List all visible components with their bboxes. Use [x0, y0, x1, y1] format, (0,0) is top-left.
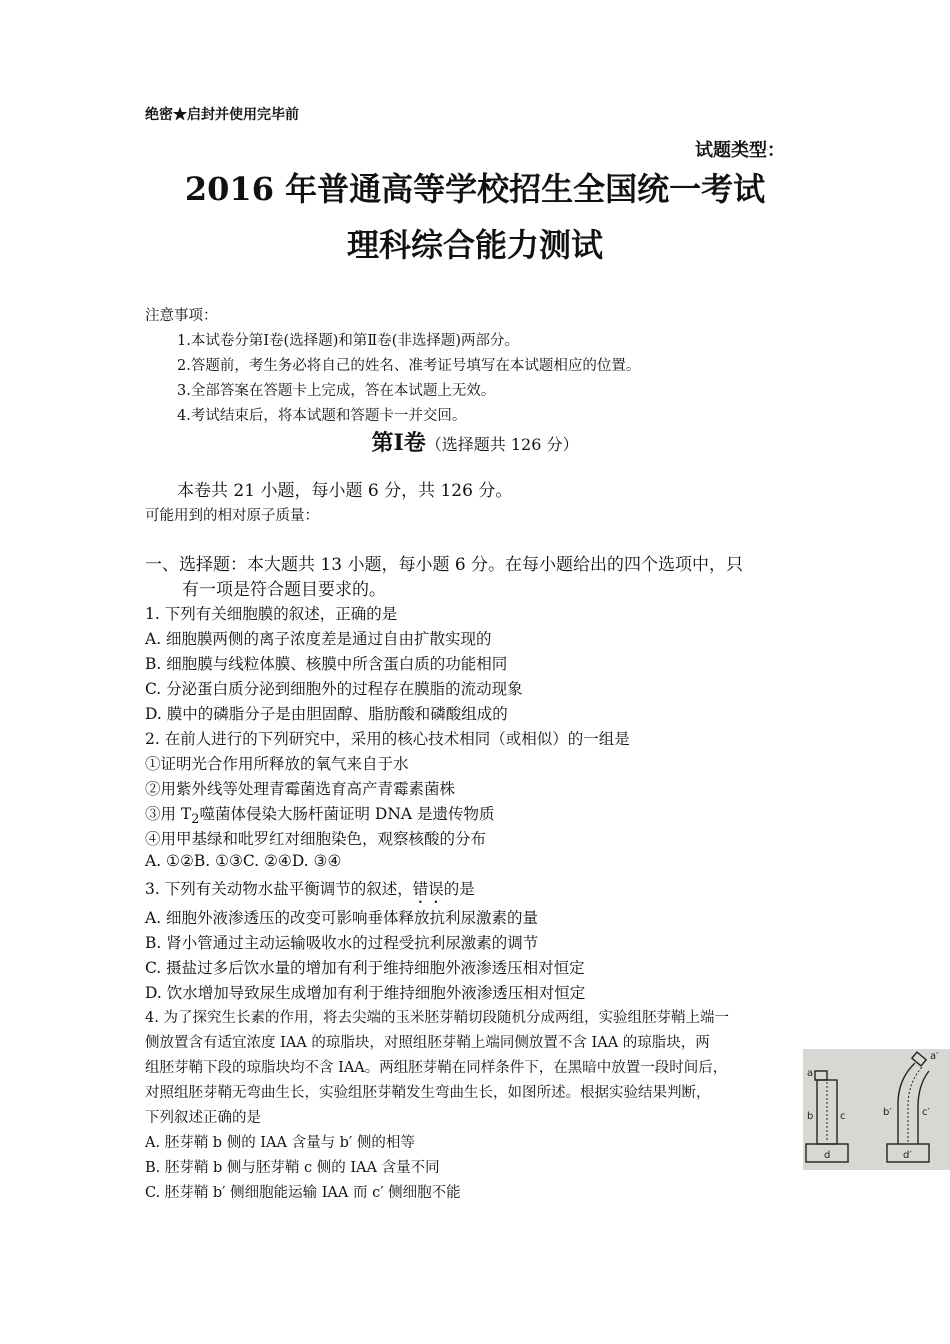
options-row: A. ①②B. ①③C. ②④D. ③④ [145, 852, 342, 870]
option-c: C. 摄盐过多后饮水量的增加有利于维持细胞外液渗透压相对恒定 [145, 959, 585, 977]
exam-subtitle: 理科综合能力测试 [346, 226, 603, 264]
label-c: c [840, 1111, 846, 1122]
secret-label: 绝密★启封并使用完毕前 [145, 107, 299, 123]
label-a2: a′ [930, 1051, 939, 1062]
list-item-text: 噬菌体侵染大肠杆菌证明 DNA 是遗传物质 [199, 805, 495, 823]
list-item: ②用紫外线等处理青霉菌选育高产青霉素菌株 [145, 780, 456, 798]
notes-item: 3.全部答案在答题卡上完成，答在本试题上无效。 [177, 383, 496, 399]
exam-title: 2016 年普通高等学校招生全国统一考试 [184, 170, 766, 208]
subscript: 2 [191, 812, 200, 828]
question-stem-cont: 侧放置含有适宜浓度 IAA 的琼脂块，对照组胚芽鞘上端同侧放置不含 IAA 的琼脂块，两 [145, 1035, 710, 1051]
agar-block-a [815, 1071, 827, 1080]
coleoptile-exp-left-edge [898, 1063, 915, 1144]
stem-text: 3. 下列有关动物水盐平衡调节的叙述， [145, 880, 413, 898]
list-item: ①证明光合作用所释放的氧气来自于水 [145, 755, 409, 773]
notes-heading: 注意事项： [145, 308, 218, 324]
option-b: B. 肾小管通过主动运输吸收水的过程受抗利尿激素的调节 [145, 934, 539, 952]
notes-item: 2.答题前，考生务必将自己的姓名、准考证号填写在本试题相应的位置。 [177, 358, 641, 374]
label-c2: c′ [922, 1107, 930, 1118]
question-stem: 4. 为了探究生长素的作用，将去尖端的玉米胚芽鞘切段随机分成两组，实验组胚芽鞘上端一 [145, 1010, 729, 1026]
coleoptile-figure [803, 1049, 950, 1170]
section-title-note: （选择题共 126 分） [425, 435, 579, 454]
question-stem-cont: 下列叙述正确的是 [145, 1110, 261, 1126]
option-c: C. 分泌蛋白质分泌到细胞外的过程存在膜脂的流动现象 [145, 680, 523, 698]
option-c: C. 胚芽鞘 b′ 侧细胞能运输 IAA 而 c′ 侧细胞不能 [145, 1185, 461, 1201]
option-a: A. 细胞外液渗透压的改变可影响垂体释放抗利尿激素的量 [145, 909, 539, 927]
notes-item: 4.考试结束后，将本试题和答题卡一并交回。 [177, 408, 467, 424]
midline-exp [908, 1067, 922, 1142]
atomic-mass-note: 可能用到的相对原子质量： [145, 508, 319, 524]
question-stem-cont: 组胚芽鞘下段的琼脂块均不含 IAA。两组胚芽鞘在同样条件下，在黑暗中放置一段时间后， [145, 1060, 728, 1076]
option-a: A. 细胞膜两侧的离子浓度差是通过自由扩散实现的 [145, 630, 492, 648]
question-stem: 1. 下列有关细胞膜的叙述，正确的是 [145, 605, 398, 623]
option-b: B. 胚芽鞘 b 侧与胚芽鞘 c 侧的 IAA 含量不同 [145, 1160, 440, 1176]
label-b2: b′ [883, 1107, 892, 1118]
section-intro: 本卷共 21 小题，每小题 6 分，共 126 分。 [177, 481, 513, 501]
part-heading-cont: 有一项是符合题目要求的。 [182, 580, 386, 600]
question-stem [145, 877, 475, 907]
option-a: A. 胚芽鞘 b 侧的 IAA 含量与 b′ 侧的相等 [145, 1135, 415, 1151]
label-b: b [807, 1111, 814, 1122]
label-a: a [807, 1068, 814, 1079]
question-stem-cont: 对照组胚芽鞘无弯曲生长，实验组胚芽鞘发生弯曲生长，如图所述。根据实验结果判断， [145, 1085, 711, 1101]
option-d: D. 饮水增加导致尿生成增加有利于维持细胞外液渗透压相对恒定 [145, 984, 586, 1002]
list-item [145, 802, 495, 827]
question-stem: 2. 在前人进行的下列研究中，采用的核心技术相同（或相似）的一组是 [145, 730, 630, 748]
label-d: d [824, 1150, 831, 1161]
question-type-label: 试题类型： [695, 140, 785, 161]
emphasis-text: 错误 [412, 880, 444, 898]
section-title [0, 426, 950, 457]
option-b: B. 细胞膜与线粒体膜、核膜中所含蛋白质的功能相同 [145, 655, 508, 673]
label-d2: d′ [903, 1150, 912, 1161]
coleoptile-diagram [803, 1049, 950, 1170]
notes-item: 1.本试卷分第Ⅰ卷(选择题)和第Ⅱ卷(非选择题)两部分。 [177, 333, 520, 349]
part-heading: 一、选择题：本大题共 13 小题，每小题 6 分。在每小题给出的四个选项中，只 [145, 555, 744, 575]
option-d: D. 膜中的磷脂分子是由胆固醇、脂肪酸和磷酸组成的 [145, 705, 508, 723]
stem-text: 的是 [443, 880, 475, 898]
list-item-text: ③用 T [145, 805, 192, 823]
section-title-main: 第Ⅰ卷 [371, 430, 426, 456]
list-item: ④用甲基绿和吡罗红对细胞染色，观察核酸的分布 [145, 830, 487, 848]
